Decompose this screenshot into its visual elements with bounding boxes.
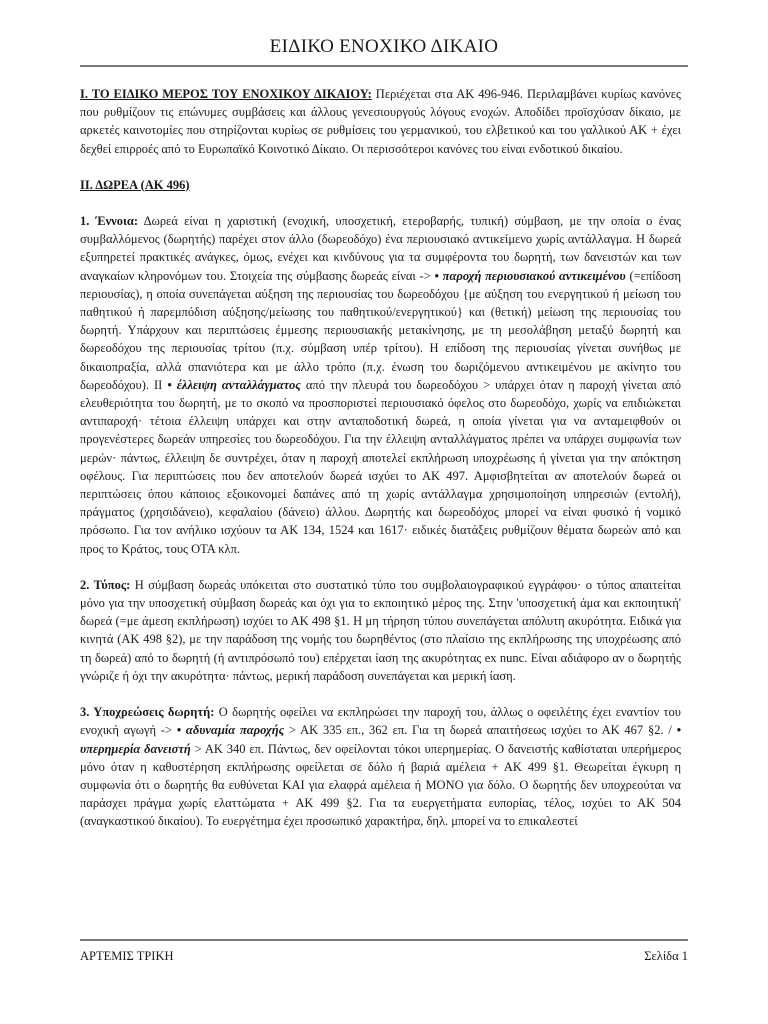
paragraph-form-text: Η σύμβαση δωρεάς υπόκειται στο συστατικό τύπο του συμβολαιογραφικού εγγράφου· ο τύπος απαιτείται μόνο για την υποσχετική σύμβαση δωρεάς και όχι για το εκποιητικό μέρος της. Στην 'υποσχετική άμα και εκποιητική' δωρεά (=με άμεση εκπλήρωση) ισχύει το ΑΚ 498 §1. Η μη τήρηση τύπου συνεπάγεται απόλυτη ακυρότητα. Ειδικά για κινητά (ΑΚ 498 §2), με την παράδοση της νομής του δωρηθέντος (στο πλαίσιο της εκπλήρωσης της υποχρέωσης από τη δωρεά) από το δωρητή (ή αντιπρόσωπό του) επέρχεται ίαση της ακυρότητας ex nunc. Είναι αδιάφορο αν ο δωρητής γνώριζε ή όχι την ακυρότητα· πάντως, μερική παράδοση συνεπάγεται και μερική ίαση. — [80, 577, 681, 683]
section-2-heading: ΙΙ. ΔΩΡΕΑ (ΑΚ 496) — [80, 177, 190, 192]
section-1-heading: Ι. ΤΟ ΕΙΔΙΚΟ ΜΕΡΟΣ ΤΟΥ ΕΝΟΧΙΚΟΥ ΔΙΚΑΙΟΥ: — [80, 87, 372, 101]
document-body — [80, 85, 681, 831]
paragraph-definition — [80, 212, 681, 558]
paragraph-obligations-text-b: > ΑΚ 335 επ., 362 επ. Για τη δωρεά απαιτήσεως ισχύει το ΑΚ 467 §2. / — [284, 723, 677, 738]
document-title: ΕΙΔΙΚΟ ΕΝΟΧΙΚΟ ΔΙΚΑΙΟ — [269, 36, 499, 57]
paragraph-obligations-text-a: Ο δωρητής οφείλει να εκπληρώσει την παροχή του, άλλως ο οφειλέτης έχει εναντίον του ενοχική αγωγή -> — [80, 705, 681, 738]
paragraph-definition-emphasis-b: • έλλειψη ανταλλάγματος — [167, 377, 301, 392]
footer-author: ΑΡΤΕΜΙΣ ΤΡΙΚΗ — [80, 949, 174, 963]
header-rule — [80, 65, 688, 67]
section-1-paragraph — [80, 85, 681, 158]
page-header — [80, 36, 688, 67]
footer-page-number: Σελίδα 1 — [644, 949, 688, 963]
section-1-text: Περιέχεται στα ΑΚ 496-946. Περιλαμβάνει κυρίως κανόνες που ρυθμίζουν τις επώνυμες συμβάσεις και άλλους γενεσιουργούς λόγους ενοχών. Αποδίδει προϊσχύσαν δίκαιο, με αρκετές καινοτομίες που στηρίζονται κυρίως σε ρυθμίσεις του γερμανικού, του ελβετικού και του γαλλικού ΑΚ + έχει δεχθεί επιρροές από το Ευρωπαϊκό Κοινοτικό Δίκαιο. Οι περισσότεροι κανόνες του είναι ενδοτικού δικαίου. — [80, 87, 681, 156]
paragraph-obligations-emphasis-b: • υπερημερία δανειστή — [80, 723, 681, 756]
paragraph-obligations-label: 3. Υποχρεώσεις δωρητή: — [80, 705, 215, 720]
paragraph-definition-label: 1. Έννοια: — [80, 214, 139, 229]
section-2-paragraph — [80, 176, 681, 194]
paragraph-obligations-emphasis-a: • αδυναμία παροχής — [176, 723, 285, 738]
page-footer — [80, 939, 688, 964]
paragraph-form — [80, 576, 681, 685]
paragraph-definition-text-b: (=επίδοση περιουσίας), η οποία συνεπάγεται αύξηση της περιουσίας του δωρεοδόχου {με αύξηση του ενεργητικού ή μείωση του παθητικού ή παρεμπόδιση αύξησης/μείωσης του παθητικού/ενεργητικού} και (θετική) μείωση της περιουσίας του δωρητή. Υπάρχουν και περιπτώσεις έμμεσης περιουσιακής μετακίνησης, με τη μεσολάβηση μεταξύ δωρητή και δωρεοδόχου της περιουσίας τρίτου (π.χ. σύμβαση υπέρ τρίτου). Η επίδοση της περιουσίας γίνεται συνήθως με δικαιοπραξία, αλλά σπανιότερα και με άλλο τρόπο (π.χ. ένωση του δωριζόμενου αντικειμένου με ακίνητο του δωρεοδόχου). ΙΙ — [80, 268, 681, 392]
paragraph-definition-text-c: από την πλευρά του δωρεοδόχου > υπάρχει όταν η παροχή γίνεται από ελευθεριότητα του δωρητή, με το σκοπό να προσποριστεί περιουσιακό όφελος στο δωρεοδόχο, χωρίς να επιδιώκεται αντιπαροχή· τέτοια έλλειψη υπάρχει και στην ανταποδοτική δωρεά, η οποία γίνεται για να ανταμειφθούν οι προγενέστερες δωρεάν υπηρεσίες του δωρεοδόχου. Για την έλλειψη ανταλλάγματος πρέπει να υπάρχει συμφωνία των μερών· πάντως, έλλειψη δε συντρέχει, όταν η παροχή αποτελεί εκπλήρωση υποχρέωσης ή γίνεται για την απόκτηση οφέλους. Για περιπτώσεις που δεν αποτελούν δωρεά ισχύει το ΑΚ 497. Αμφισβητείται αν αποτελούν δωρεά οι περιπτώσεις όπου κάποιος εξοικονομεί δαπάνες από τη χωρίς αντάλλαγμα χρησιμοποίηση υπηρεσιών (εντολή), πράγματος (χρησιδάνειο), κεφαλαίου (δάνειο) άλλου. Δωρητής και δωρεοδόχος μπορεί να είναι φυσικό ή νομικό πρόσωπο. Για τον ανήλικο ισχύουν τα ΑΚ 134, 1524 και 1617· ειδικές διατάξεις ρυθμίζουν θέματα δωρεών από και προς το Κράτος, τους ΟΤΑ κλπ. — [80, 377, 681, 556]
paragraph-form-label: 2. Τύπος: — [80, 577, 131, 592]
paragraph-definition-emphasis-a: • παροχή περιουσιακού αντικειμένου — [434, 268, 626, 283]
paragraph-obligations-text-c: > ΑΚ 340 επ. Πάντως, δεν οφείλονται τόκοι υπερημερίας. Ο δανειστής καθίσταται υπερήμερος μόνο όταν η καθυστέρηση εκπλήρωσης οφείλεται σε δόλο ή βαριά αμέλεια + ΑΚ 499 §1. Θεωρείται έγκυρη η συμφωνία ότι ο δωρητής θα ευθύνεται ΚΑΙ για ελαφρά αμέλεια ή ΜΟΝΟ για δόλο. Ο δωρητής δεν υποχρεούται να παράσχει πράγμα χωρίς ελαττώματα + ΑΚ 499 §2. Για τα ευεργετήματα ευπορίας, τέλος, ισχύει το ΑΚ 504 (αναγκαστικού δικαίου). Το ευεργέτημα έχει προσωπικό χαρακτήρα, δηλ. μπορεί να το επικαλεστεί — [80, 741, 681, 829]
paragraph-obligations — [80, 703, 681, 830]
paragraph-definition-text-a: Δωρεά είναι η χαριστική (ενοχική, υποσχετική, ετεροβαρής, τυπική) σύμβαση, με την οποία ο ένας συμβαλλόμενος (δωρητής) παρέχει στον άλλο (δωρεοδόχο) ένα περιουσιακό αντικείμενο χωρίς αντάλλαγμα. Η δωρεά εξυπηρετεί πρακτικές ανάγκες, όμως, ενέχει και κινδύνους για τα συμφέροντα του δωρητή, των δανειστών και των αναγκαίων κληρονόμων του. Στοιχεία της σύμβασης δωρεάς είναι -> — [80, 214, 681, 283]
